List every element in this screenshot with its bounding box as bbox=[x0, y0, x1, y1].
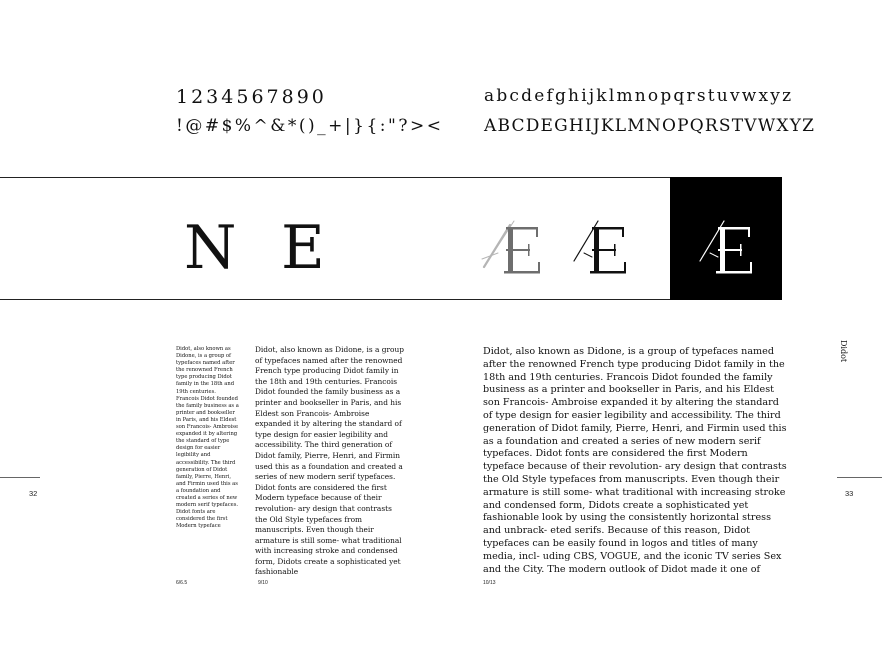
page-number-right: 33 bbox=[845, 489, 854, 498]
e-construction-inverse-icon bbox=[696, 215, 768, 285]
running-head: Didot bbox=[839, 340, 848, 363]
specimen-band-top-rule bbox=[0, 177, 670, 178]
lowercase-specimen: abcdefghijklmnopqrstuvwxyz bbox=[484, 86, 794, 106]
uppercase-specimen: ABCDEGHIJKLMNOPQRSTVWXYZ bbox=[484, 116, 816, 136]
numerals-specimen: 1234567890 bbox=[176, 86, 327, 108]
symbols-specimen: !@#$%^&*()_+|}{:"?>< bbox=[176, 116, 444, 136]
type-spec-small: 6/6.5 bbox=[176, 580, 188, 586]
body-text-6pt: Didot, also known as Didone, is a group of typefaces named after the renowned French type producing Didot family in the 18th and 19th centuries. Francois Didot founded the family business as a printer and bookseller in Paris, and his Eldest son Francois- Ambroise expanded it by altering the standard of type design for easier legibility and accessibility. The third generation of Didot family, Pierre, Henri, and Firmin used this as a foundation and created a series of new modern serif typefaces. Didot fonts are considered the first Modern typeface bbox=[176, 346, 239, 530]
body-text-9pt: Didot, also known as Didone, is a group of typefaces named after the renowned French type producing Didot family in the 18th and 19th centuries. Francois Didot founded the family business as a printer and bookseller in Paris, and his Eldest son Francois- Ambroise expanded it by altering the standard of type design for easier legibility and accessibility. The third generation of Didot family, Pierre, Henri, and Firmin used this as a foundation and created a series of new modern serif typefaces. Didot fonts are considered the first Modern typeface because of their revolution- ary design that contrasts the Old Style typefaces from manuscripts. Even though their armature is still some- what traditional with increasing stroke and condensed form, Didots create a sophisticated yet fashionable bbox=[255, 345, 404, 577]
glyph-e: E bbox=[281, 213, 325, 283]
specimen-band-bottom-rule bbox=[0, 299, 782, 300]
body-text-10pt: Didot, also known as Didone, is a group of typefaces named after the renowned French type producing Didot family in the 18th and 19th centuries. Francois Didot founded the family business as a printer and bookseller in Paris, and his Eldest son Francois- Ambroise expanded it by altering the standard of type design for easier legibility and accessibility. The third generation of Didot family, Pierre, Henri, and Firmin used this as a foundation and created a series of new modern serif typefaces. Didot fonts are considered the first Modern typeface because of their revolution- ary design that contrasts the Old Style typefaces from manuscripts. Even though their armature is still some- what traditional with increasing stroke and condensed form, Didots create a sophisticated yet fashionable look by using the consistently horizontal stress and unbrack- eted serifs. Because of this reason, Didot typefaces can be easily found in logos and titles of many media, incl- uding CBS, VOGUE, and the iconic TV series Sex and the City. The modern outlook of Didot made it one of bbox=[483, 346, 787, 575]
e-construction-grey-icon bbox=[480, 215, 552, 285]
page-number-left: 32 bbox=[29, 489, 38, 498]
right-margin-rule bbox=[837, 477, 882, 478]
left-margin-rule bbox=[0, 477, 40, 478]
glyph-n: N bbox=[184, 213, 237, 283]
e-construction-black-icon bbox=[570, 215, 642, 285]
type-spec-large: 10/13 bbox=[483, 580, 496, 586]
type-spec-medium: 9/10 bbox=[258, 580, 268, 586]
